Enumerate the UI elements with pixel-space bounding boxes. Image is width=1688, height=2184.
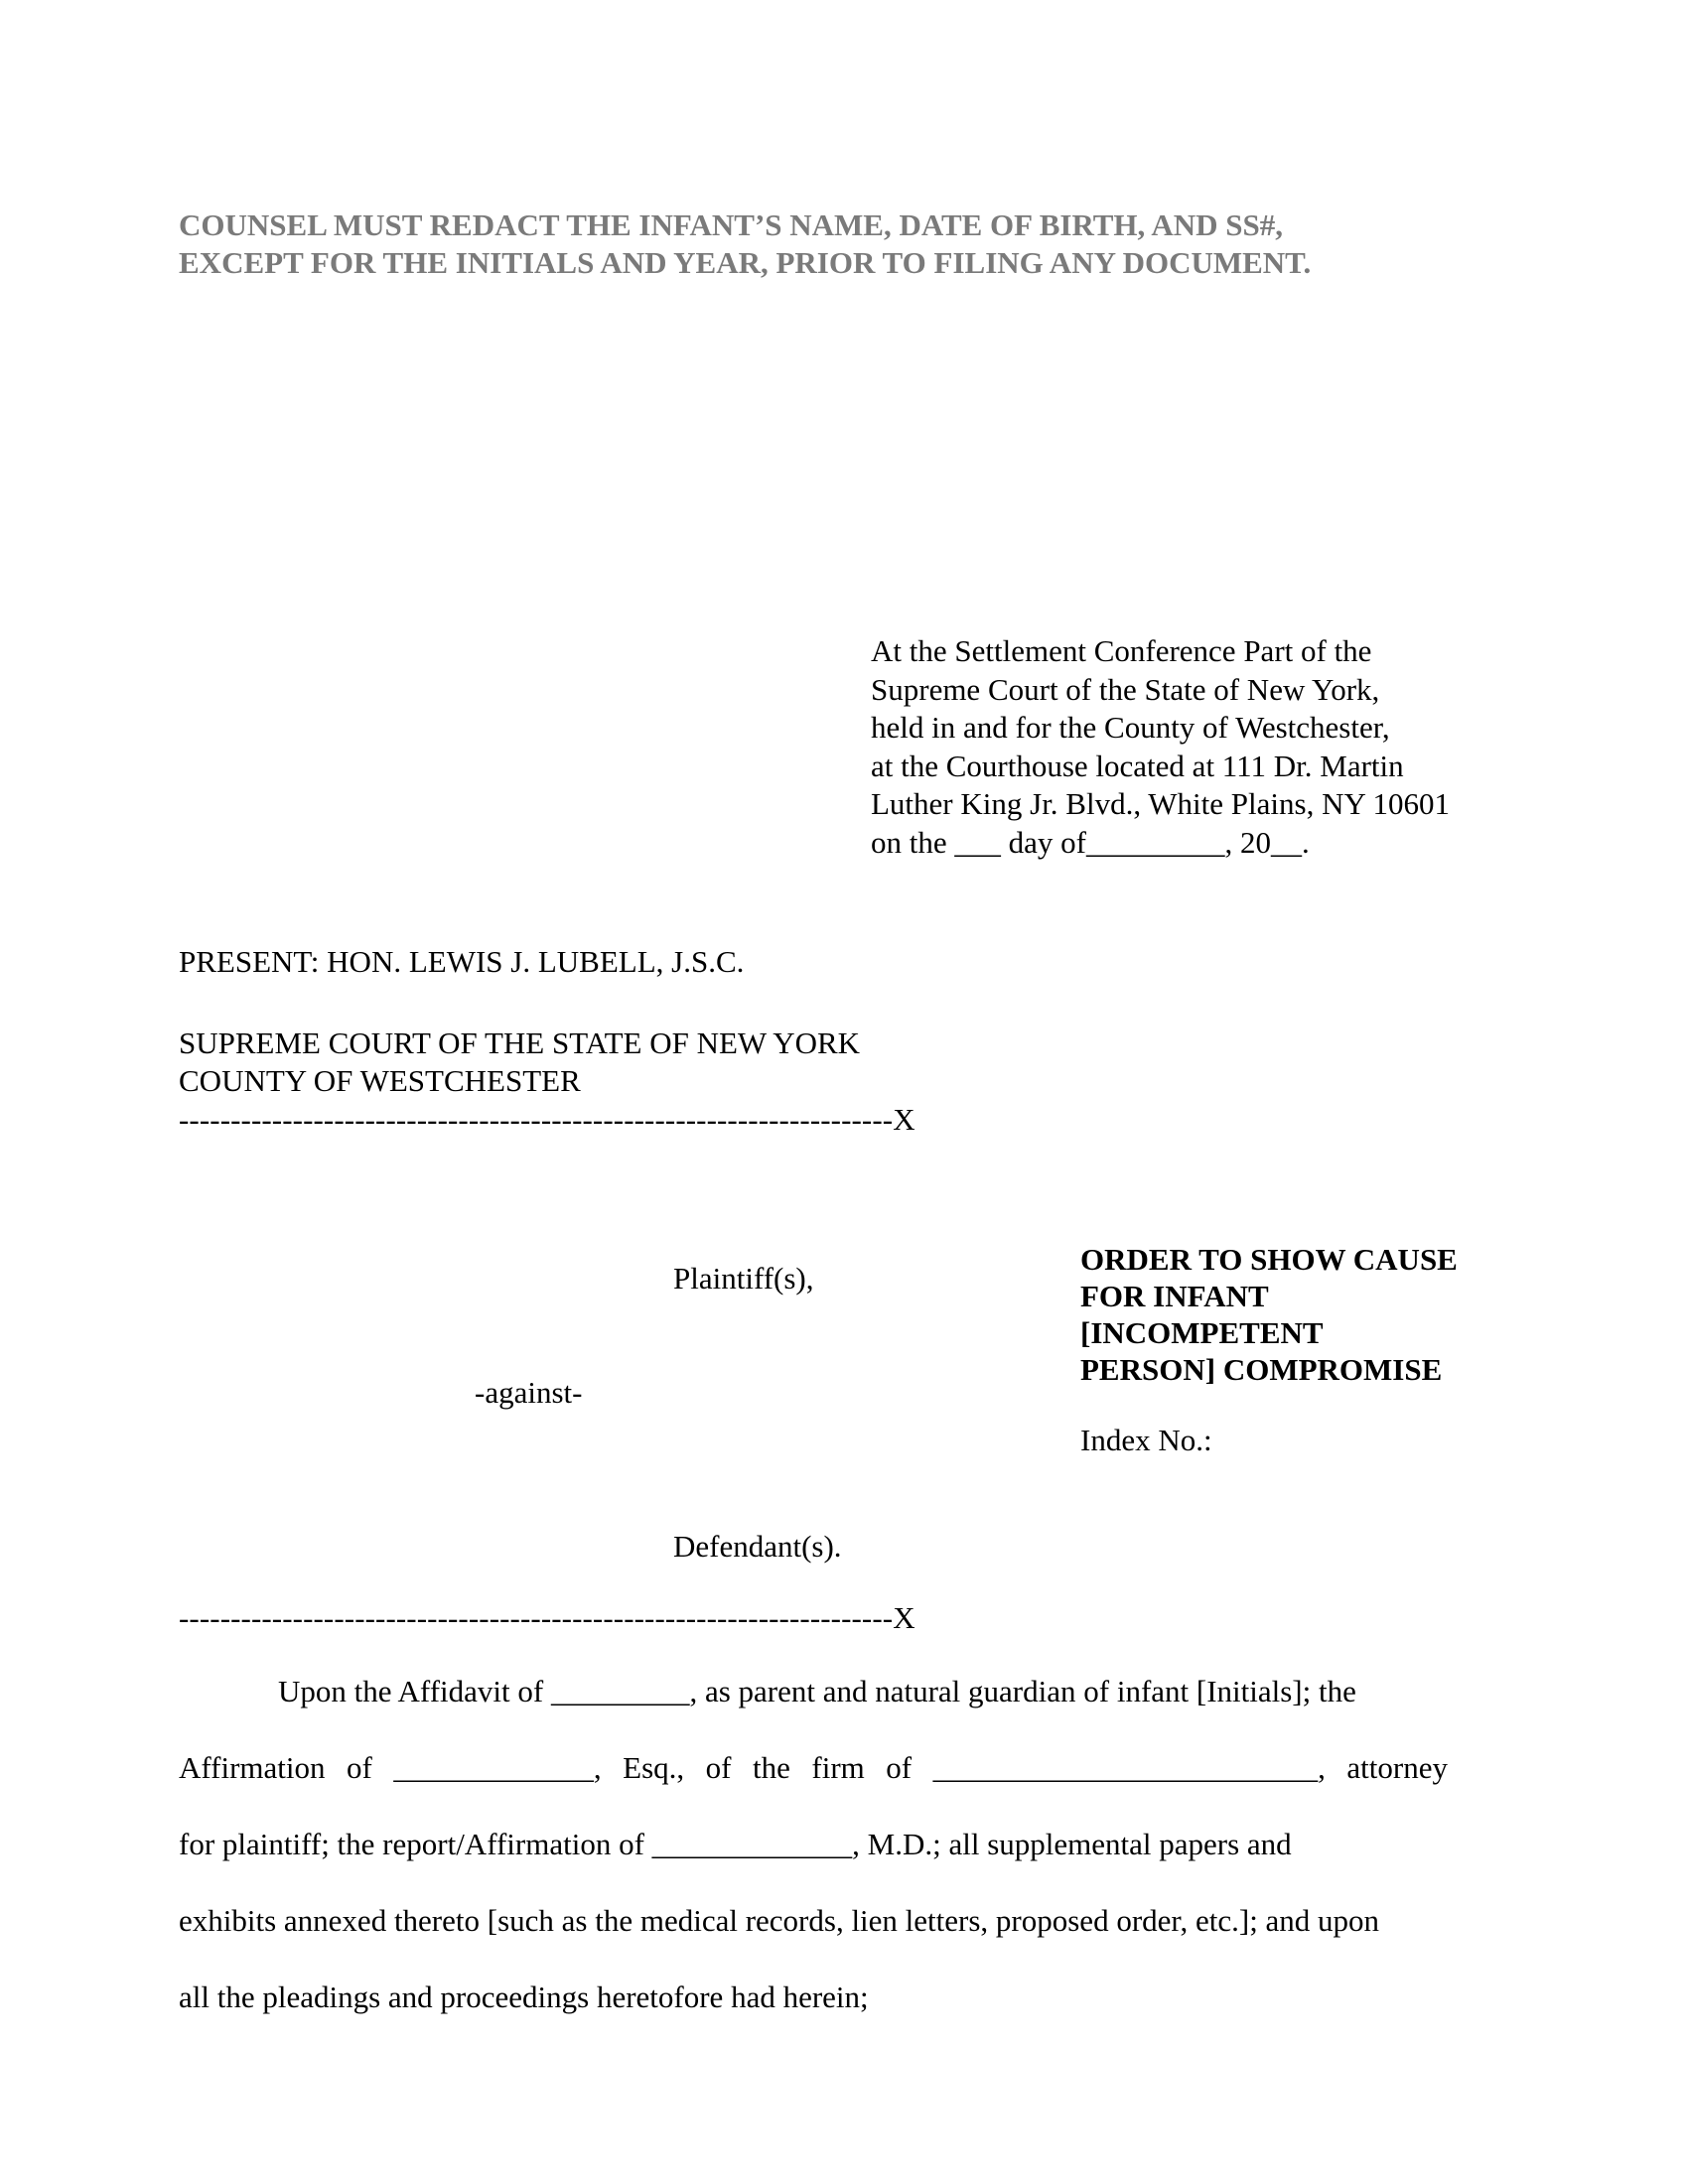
redaction-notice-line-2: EXCEPT FOR THE INITIALS AND YEAR, PRIOR TO FILING ANY DOCUMENT. bbox=[179, 245, 1312, 280]
body-line: all the pleadings and proceedings heretofore had herein; bbox=[179, 1979, 869, 2014]
index-number-label: Index No.: bbox=[1080, 1423, 1212, 1457]
venue-line: held in and for the County of Westchester, bbox=[871, 710, 1390, 746]
plaintiff-label: Plaintiff(s), bbox=[673, 1261, 814, 1296]
order-body-paragraph bbox=[179, 1673, 1448, 2055]
redaction-notice bbox=[179, 206, 1509, 282]
title-line: [INCOMPETENT bbox=[1080, 1315, 1324, 1350]
defendant-label: Defendant(s). bbox=[673, 1529, 842, 1564]
caption-divider-bottom: ---------------------------------------------------------------------X bbox=[179, 1600, 915, 1635]
caption-court-name bbox=[179, 1024, 860, 1100]
present-judge-line: PRESENT: HON. LEWIS J. LUBELL, J.S.C. bbox=[179, 944, 745, 979]
venue-line: on the ___ day of_________, 20__. bbox=[871, 824, 1310, 860]
venue-line: Luther King Jr. Blvd., White Plains, NY 10601 bbox=[871, 786, 1450, 822]
venue-line: At the Settlement Conference Part of the bbox=[871, 633, 1372, 668]
body-line: Affirmation of _____________, Esq., of the firm of _________________________, attorney bbox=[179, 1750, 1448, 1785]
body-line: Upon the Affidavit of _________, as parent and natural guardian of infant [Initials]; the bbox=[278, 1674, 1356, 1708]
title-line: ORDER TO SHOW CAUSE bbox=[1080, 1242, 1458, 1277]
title-line: FOR INFANT bbox=[1080, 1279, 1269, 1313]
body-line: for plaintiff; the report/Affirmation of _____________, M.D.; all supplemental papers and bbox=[179, 1827, 1292, 1861]
caption-divider-top: ---------------------------------------------------------------------X bbox=[179, 1102, 915, 1137]
redaction-notice-line-1: COUNSEL MUST REDACT THE INFANT’S NAME, DATE OF BIRTH, AND SS#, bbox=[179, 207, 1283, 242]
title-line: PERSON] COMPROMISE bbox=[1080, 1352, 1443, 1387]
court-venue-block bbox=[871, 632, 1450, 863]
caption-court-line-1: SUPREME COURT OF THE STATE OF NEW YORK bbox=[179, 1025, 861, 1060]
body-line: exhibits annexed thereto [such as the medical records, lien letters, proposed order, etc.]; and upon bbox=[179, 1903, 1380, 1938]
document-title bbox=[1080, 1241, 1458, 1388]
venue-line: Supreme Court of the State of New York, bbox=[871, 671, 1380, 707]
caption-court-line-2: COUNTY OF WESTCHESTER bbox=[179, 1063, 581, 1098]
venue-line: at the Courthouse located at 111 Dr. Martin bbox=[871, 748, 1404, 783]
against-label: -against- bbox=[475, 1375, 583, 1410]
